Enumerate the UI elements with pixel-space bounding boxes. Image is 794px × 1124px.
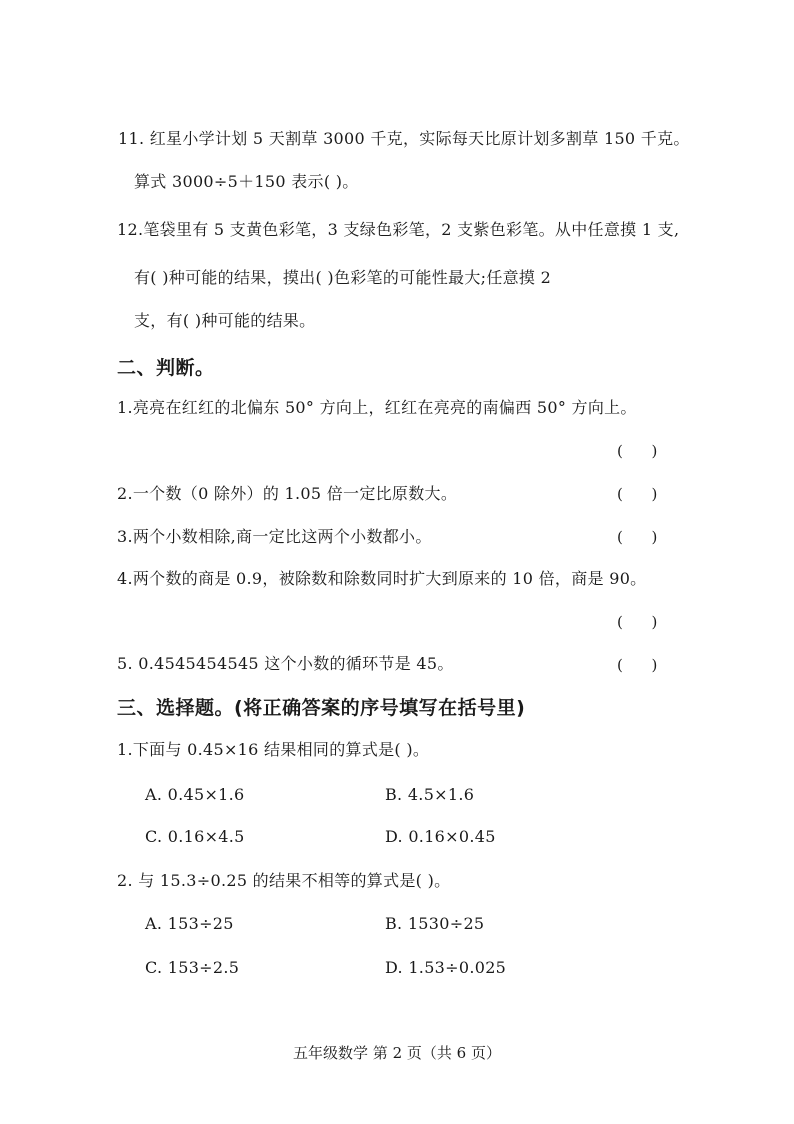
judge-item-3: 3.两个小数相除,商一定比这两个小数都小。 bbox=[117, 527, 432, 546]
judge-item-2: 2.一个数（0 除外）的 1.05 倍一定比原数大。 bbox=[117, 484, 458, 503]
section3-heading: 三、选择题。(将正确答案的序号填写在括号里) bbox=[117, 697, 526, 719]
choice-q1-stem: 1.下面与 0.45×16 结果相同的算式是( )。 bbox=[117, 740, 430, 759]
q11-line2: 算式 3000÷5＋150 表示( )。 bbox=[134, 172, 359, 191]
choice-q2-option-b[interactable]: B. 1530÷25 bbox=[385, 914, 485, 933]
judge-answer-bracket-3[interactable]: ( ) bbox=[617, 528, 658, 546]
q12-line1: 12.笔袋里有 5 支黄色彩笔，3 支绿色彩笔，2 支紫色彩笔。从中任意摸 1 支, bbox=[117, 220, 680, 239]
choice-q2-option-a[interactable]: A. 153÷25 bbox=[145, 914, 234, 933]
choice-q1-option-c[interactable]: C. 0.16×4.5 bbox=[145, 827, 245, 846]
section2-heading: 二、判断。 bbox=[117, 357, 215, 379]
q11-line1: 11. 红星小学计划 5 天割草 3000 千克，实际每天比原计划多割草 150 千克。 bbox=[118, 129, 690, 148]
page-footer: 五年级数学 第 2 页（共 6 页） bbox=[293, 1044, 501, 1062]
judge-item-1: 1.亮亮在红红的北偏东 50° 方向上，红红在亮亮的南偏西 50° 方向上。 bbox=[117, 398, 637, 417]
choice-q2-stem: 2. 与 15.3÷0.25 的结果不相等的算式是( )。 bbox=[117, 871, 451, 890]
choice-q2-option-c[interactable]: C. 153÷2.5 bbox=[145, 958, 240, 977]
judge-item-4: 4.两个数的商是 0.9，被除数和除数同时扩大到原来的 10 倍，商是 90。 bbox=[117, 569, 647, 588]
q12-line2: 有( )种可能的结果，摸出( )色彩笔的可能性最大;任意摸 2 bbox=[134, 268, 552, 287]
choice-q1-option-b[interactable]: B. 4.5×1.6 bbox=[385, 785, 475, 804]
judge-answer-bracket-1[interactable]: ( ) bbox=[617, 442, 658, 460]
judge-item-5: 5. 0.4545454545 这个小数的循环节是 45。 bbox=[117, 654, 454, 673]
choice-q1-option-a[interactable]: A. 0.45×1.6 bbox=[145, 785, 245, 804]
judge-answer-bracket-2[interactable]: ( ) bbox=[617, 485, 658, 503]
judge-answer-bracket-4[interactable]: ( ) bbox=[617, 613, 658, 631]
q12-line3: 支，有( )种可能的结果。 bbox=[134, 311, 316, 330]
judge-answer-bracket-5[interactable]: ( ) bbox=[617, 656, 658, 674]
choice-q2-option-d[interactable]: D. 1.53÷0.025 bbox=[385, 958, 507, 977]
choice-q1-option-d[interactable]: D. 0.16×0.45 bbox=[385, 827, 496, 846]
